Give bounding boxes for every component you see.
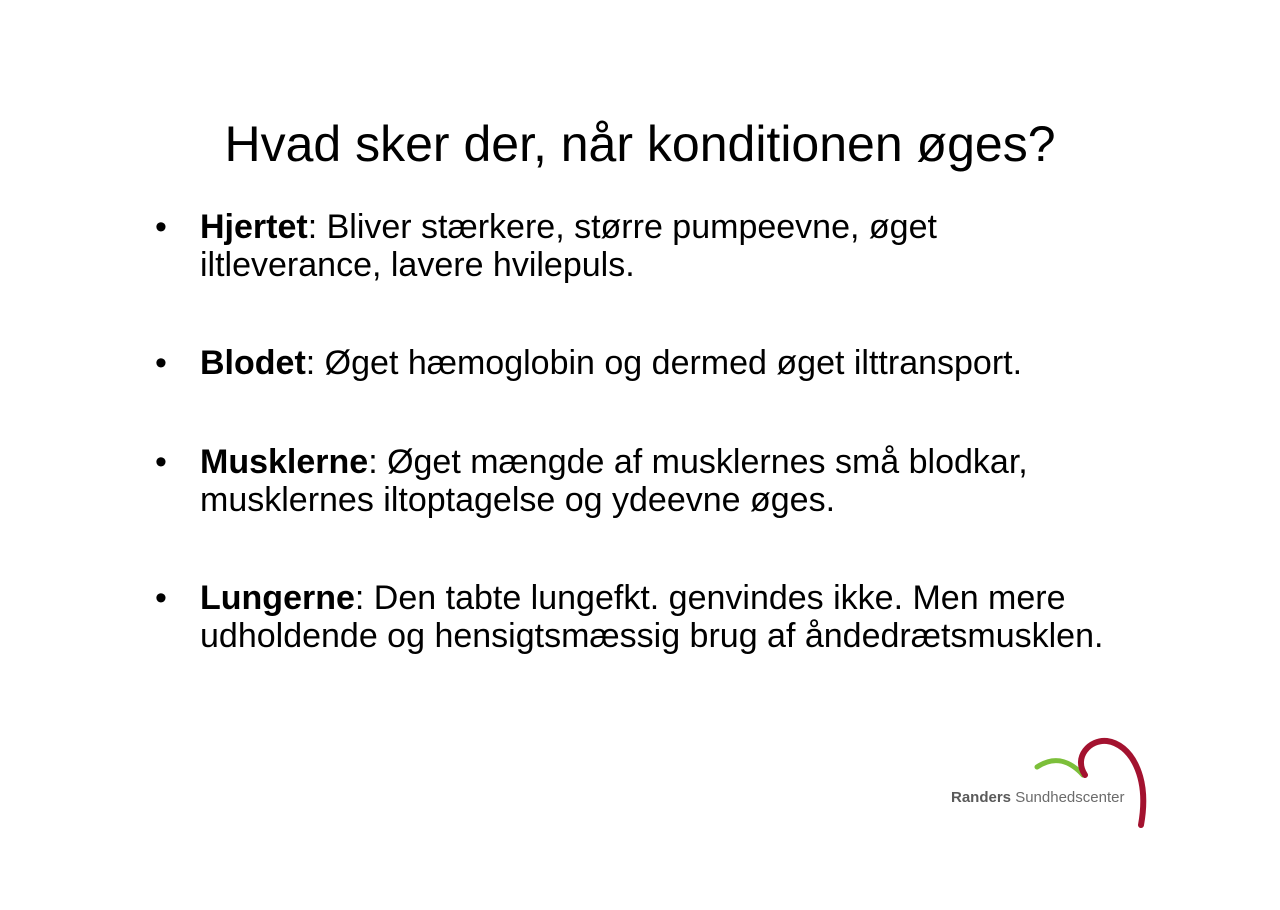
slide-title: Hvad sker der, når konditionen øges? <box>224 116 1056 172</box>
bullet-marker: • <box>155 344 167 382</box>
bullet-description: : Bliver stærkere, større pumpeevne, øget iltleverance, lavere hvilepuls. <box>200 208 937 284</box>
logo-brand-bold: Randers <box>951 789 1012 806</box>
bullet-item-blodet <box>155 344 1115 382</box>
bullet-marker: • <box>155 443 167 481</box>
bullet-description: : Øget hæmoglobin og dermed øget ilttransport. <box>305 344 1023 382</box>
bullet-text <box>200 443 1115 519</box>
logo-arc-icon <box>1081 741 1143 825</box>
bullet-item-lungerne <box>155 579 1115 655</box>
bullet-item-hjertet <box>155 208 1115 284</box>
logo-wordmark <box>951 789 1124 806</box>
bullet-text <box>200 344 1115 382</box>
logo-mark-icon <box>945 735 1155 830</box>
randers-sundhedscenter-logo <box>945 735 1155 830</box>
bullet-text <box>200 579 1115 655</box>
logo-leaf-icon <box>1037 761 1083 775</box>
bullet-term: Blodet <box>200 344 306 382</box>
bullet-term: Lungerne <box>200 579 355 617</box>
bullet-description: : Øget mængde af musklernes små blodkar, musklernes iltoptagelse og ydeevne øges. <box>200 443 1028 519</box>
bullet-term: Hjertet <box>200 208 308 246</box>
bullet-marker: • <box>155 579 167 617</box>
bullet-description: : Den tabte lungefkt. genvindes ikke. Men mere udholdende og hensigtsmæssig brug af åndedrætsmusklen. <box>200 579 1104 655</box>
bullet-term: Musklerne <box>200 443 369 481</box>
bullet-marker: • <box>155 208 167 246</box>
logo-brand-rest: Sundhedscenter <box>1011 789 1125 806</box>
bullet-item-musklerne <box>155 443 1115 519</box>
bullet-text <box>200 208 1115 284</box>
